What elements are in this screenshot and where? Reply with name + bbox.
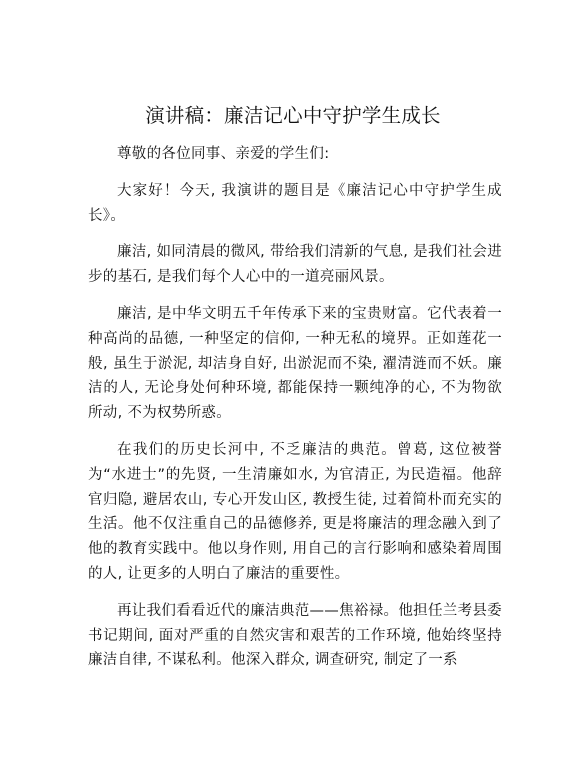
body-paragraph-5: 再让我们看看近代的廉洁典范——焦裕禄。他担任兰考县委书记期间, 面对严重的自然灾害和艰苦的工作环境, 他始终坚持廉洁自律, 不谋私利。他深入群众, 调查研究, 制定了一系 (88, 602, 502, 669)
body-paragraph-4: 在我们的历史长河中, 不乏廉洁的典范。曾葛, 这位被誉为“水进士”的先贤, 一生清廉如水, 为官清正, 为民造福。他辞官归隐, 避居农山, 专心开发山区, 教授生徒, 过着简朴而充实的生活。他不仅注重自己的品德修养, 更是将廉洁的理念融入到了他的教育实践中。他以身作则, 用自己的言行影响和感染着周围的人, 让更多的人明白了廉洁的重要性。 (88, 441, 502, 582)
document-body (88, 142, 502, 685)
body-paragraph-2: 廉洁, 如同清晨的微风, 带给我们清新的气息, 是我们社会进步的基石, 是我们每个人心中的一道亮丽风景。 (88, 244, 502, 286)
body-paragraph-3: 廉洁, 是中华文明五千年传承下来的宝贵财富。它代表着一种高尚的品德, 一种坚定的信仰, 一种无私的境界。正如莲花一般, 虽生于淤泥, 却洁身自好, 出淤泥而不染, 濯清涟而不妖。廉洁的人, 无论身处何种环境, 都能保持一颗纯净的心, 不为物欲所动, 不为权势所惑。 (88, 305, 502, 422)
salutation-paragraph: 尊敬的各位同事、亲爱的学生们: (117, 146, 330, 162)
body-paragraph-1: 大家好！今天, 我演讲的题目是《廉洁记心中守护学生成长》。 (88, 182, 502, 224)
document-title: 演讲稿：廉洁记心中守护学生成长 (145, 104, 441, 127)
